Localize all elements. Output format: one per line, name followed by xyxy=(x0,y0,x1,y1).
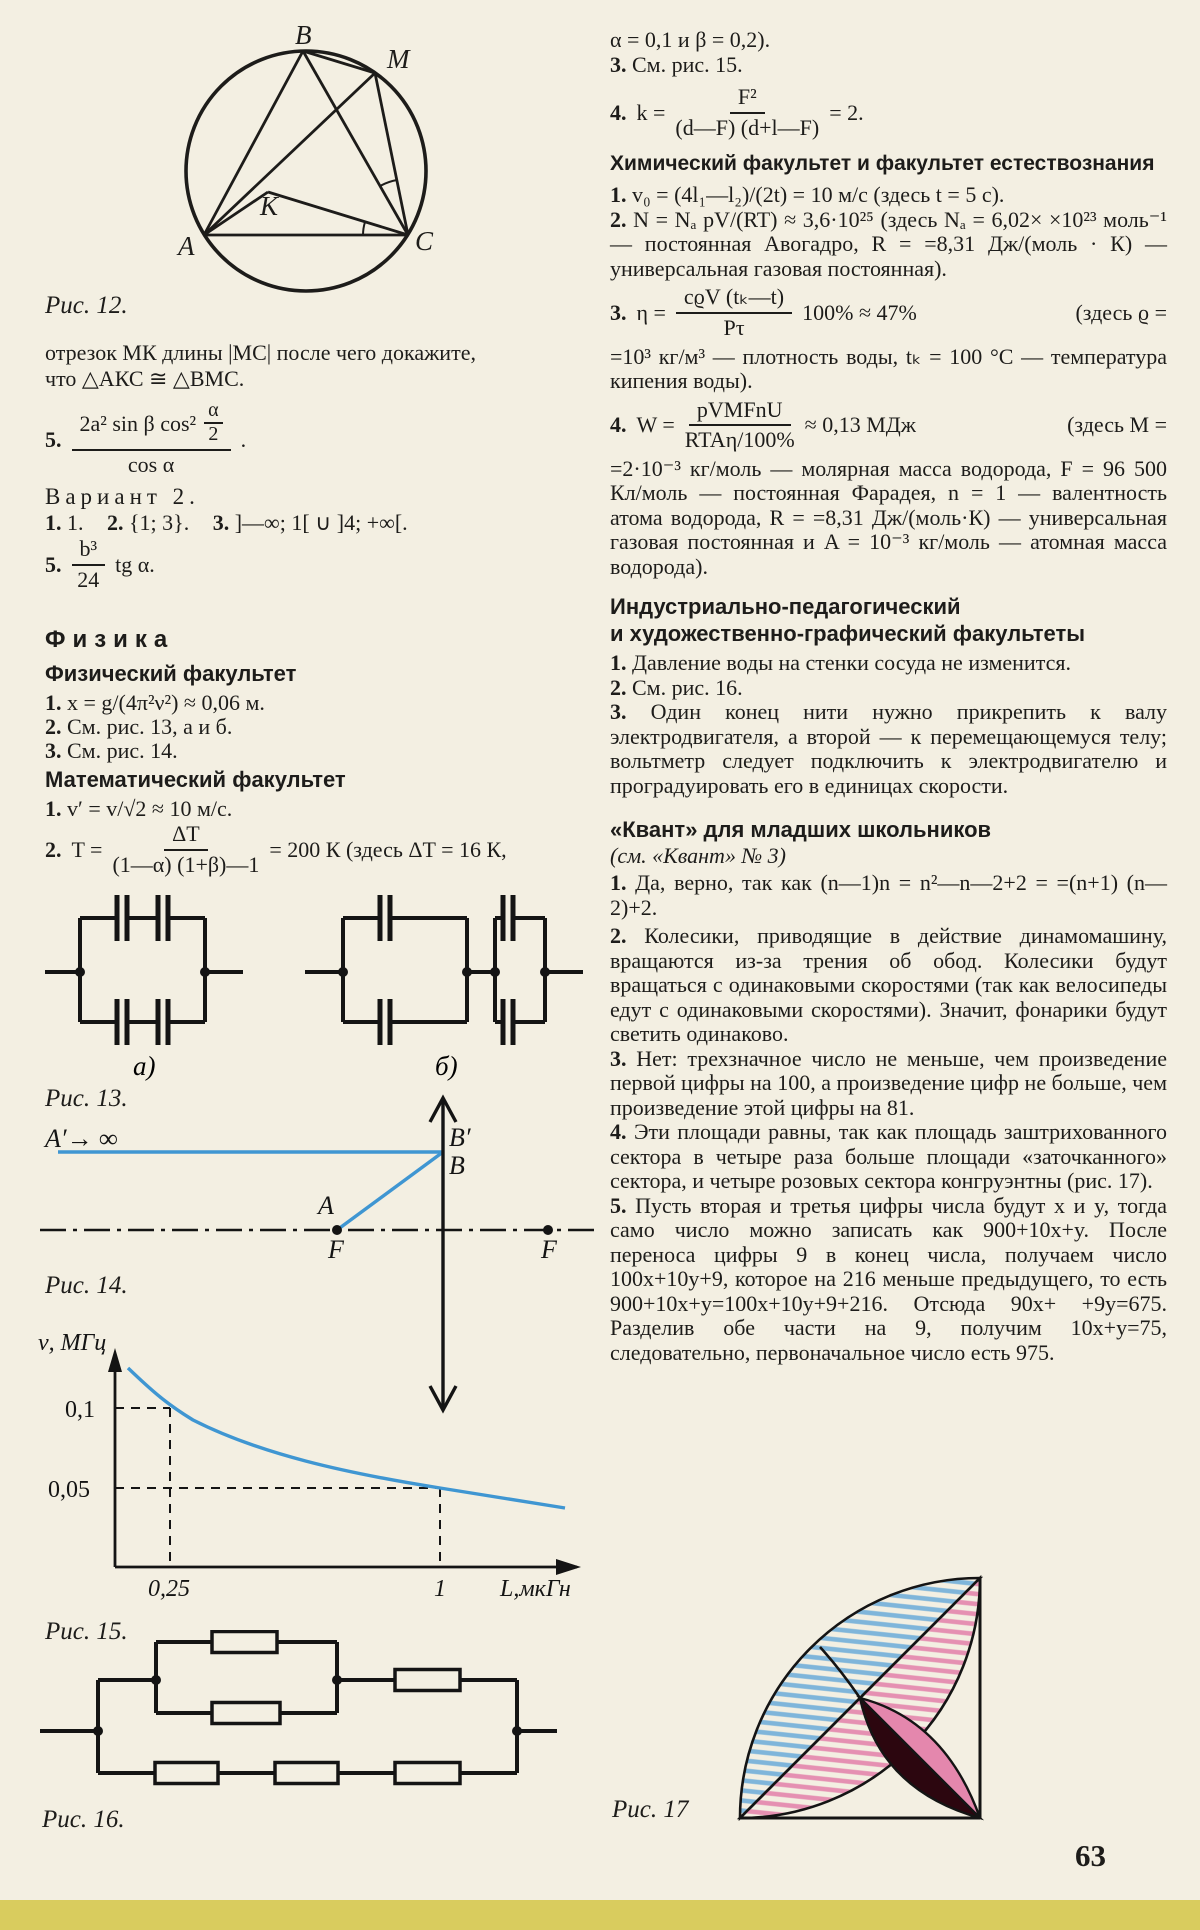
list-item xyxy=(610,871,1167,920)
math2-tail: = 200 К (здесь ΔT = 16 К, xyxy=(269,836,507,862)
item-text: Колесики, приводящие в действие динамомашину, вращаются из-за трения об обод. Колесики будут вращаться с одинаковыми скоростями (так как велосипеды едут с одинаковыми скоростями). Значит, фонарики будут светить одинаково. xyxy=(610,923,1167,1047)
item5b-tail: tg α. xyxy=(115,551,155,577)
w-tail: (здесь М = xyxy=(1067,412,1167,438)
item-text: Давление воды на стенки сосуда не изменится. xyxy=(632,650,1071,676)
left-item5-formula xyxy=(45,399,600,478)
list-item xyxy=(610,651,1167,676)
fig13-label-a: а) xyxy=(133,1051,156,1081)
fig14-label-b: B xyxy=(449,1151,465,1180)
eta-den: Pτ xyxy=(723,314,745,340)
fig15-xtick-1: 1 xyxy=(434,1576,446,1602)
fig15-x-axis-label: L,мкГн xyxy=(500,1576,571,1602)
math2-num: ΔT xyxy=(164,822,208,851)
item-number: 4. xyxy=(610,412,627,438)
fig15-y-axis-label: ν, МГц xyxy=(38,1330,107,1356)
fig12-label-b: B xyxy=(295,20,312,50)
item-number: 5. xyxy=(45,426,62,452)
fig14-label-a: A xyxy=(318,1191,334,1220)
k-lead: k = xyxy=(636,99,666,125)
item-text: ]—∞; 1[ ∪ ]4; +∞[. xyxy=(234,510,408,535)
item5-denominator: cos α xyxy=(127,452,175,477)
continuation-line: α = 0,1 и β = 0,2). xyxy=(610,27,771,52)
item-text: Да, верно, так как (n—1)n = n²—n—2+2 = =(n+1) (n—2)+2. xyxy=(610,870,1167,920)
k-tail: = 2. xyxy=(829,99,864,125)
item-text: {1; 3}. xyxy=(129,510,190,535)
fig14-label-f2: F xyxy=(541,1235,557,1264)
fig12-label-m: M xyxy=(387,44,410,74)
fig12-label-a: A xyxy=(178,231,195,261)
chem-item4-continued: =2·10⁻³ кг/моль — молярная масса водорода, F = 96 500 Кл/моль — постоянная Фарадея, n = 1 — валентность атома водорода, R = =8,31 Дж/(моль·К) — универсальная газовая постоянная и A = 10⁻³ кг/моль — атомная масса водорода). xyxy=(610,455,1167,579)
k-den: (d—F) (d+l—F) xyxy=(675,114,820,140)
item5-num-frac-bot: 2 xyxy=(208,423,219,445)
math2-den: (1—α) (1+β)—1 xyxy=(112,851,260,877)
item-text: 1. xyxy=(67,510,84,535)
item-number: 3. xyxy=(610,1045,627,1071)
fig17-sector-figure xyxy=(730,1565,1010,1835)
fig13-caption: Рис. 13. xyxy=(45,1085,128,1112)
item-number: 4. xyxy=(610,99,627,125)
item-number: 3. xyxy=(45,738,62,763)
list-item xyxy=(610,208,1167,282)
fig16-resistor-circuit xyxy=(35,1630,575,1830)
list-item xyxy=(610,700,1167,798)
fig12-label-k: K xyxy=(260,191,279,221)
physics-heading: Физика xyxy=(45,626,175,653)
item-text: Эти площади равны, так как площадь заштрихованного сектора в четыре раза больше площади «заточканного» сектора, и четыре розовых сектора конгруэнтны (рис. 17). xyxy=(610,1119,1168,1194)
k-num: F² xyxy=(730,85,765,114)
list-item xyxy=(610,1047,1167,1121)
item-number: 2. xyxy=(45,714,62,739)
variant2-items xyxy=(45,510,600,536)
item-number: 3. xyxy=(610,299,627,325)
item-number: 1. xyxy=(45,510,62,535)
fig15-ytick-01: 0,1 xyxy=(65,1397,95,1423)
fig15-xtick-025: 0,25 xyxy=(148,1576,190,1602)
chemistry-heading: Химический факультет и факультет естествознания xyxy=(610,152,1155,176)
list-item xyxy=(610,1194,1167,1366)
item5-numerator: 2a² sin β cos² xyxy=(79,411,197,437)
item-number: 3. xyxy=(610,51,627,77)
fig16-caption: Рис. 16. xyxy=(42,1806,125,1833)
item5b-num: b³ xyxy=(72,537,106,566)
item-text: Нет: трехзначное число не меньше, чем произведение первой цифры на 100, а произведение цифр не больше, чем произведение этой цифры на 81. xyxy=(610,1045,1167,1120)
fig12-caption: Рис. 12. xyxy=(45,292,128,319)
chem-item3-continued: =10³ кг/м³ — плотность воды, tₖ = 100 °С — температура кипения воды). xyxy=(610,343,1167,393)
item5-num-frac-top: α xyxy=(204,400,222,424)
item-text: См. рис. 15. xyxy=(632,51,743,77)
item-text: См. рис. 16. xyxy=(632,674,743,700)
continuation-line xyxy=(610,53,1167,78)
fig12-circle-figure xyxy=(165,20,465,310)
eta-num: cϱV (tₖ—t) xyxy=(676,285,792,314)
fig14-caption: Рис. 14. xyxy=(45,1272,128,1299)
left-paragraph-line1: отрезок МК длины |МС| после чего докажите, xyxy=(45,340,476,365)
list-item xyxy=(610,676,1167,701)
page-number: 63 xyxy=(1075,1838,1106,1873)
industrial-heading-line1: Индустриально-педагогический xyxy=(610,594,961,620)
item-number: 2. xyxy=(610,923,627,949)
item-text: Пусть вторая и третья цифры числа будут x и y, тогда само число можно записать как 900+10x+y. После переноса цифры 9 в конец числа, получаем число 100x+10y+9, которое на 216 меньше предыдущего, то есть 900+10x+y=100x+10y+9+216. Отсюда 90x+ +9y=675. Разделив обе части на 9, получим 10x+y=75, следовательно, первоначальное число есть 975. xyxy=(610,1192,1168,1365)
eta-formula xyxy=(610,285,1167,340)
list-item xyxy=(610,924,1167,1047)
item-text: См. рис. 14. xyxy=(67,738,178,763)
math2-formula xyxy=(45,822,602,877)
fig15-caption: Рис. 15. xyxy=(45,1618,128,1645)
list-item xyxy=(610,1120,1167,1194)
w-mid: ≈ 0,13 МДж xyxy=(804,412,916,438)
item-text: v′ = v/√2 ≈ 10 м/с. xyxy=(67,796,233,821)
item-text: N = Nₐ pV/(RT) ≈ 3,6·10²⁵ (здесь Nₐ = 6,02× ×10²³ моль⁻¹ — постоянная Авогадро, R = =8,31 Дж/(моль · К) — универсальная газовая постоянная). xyxy=(610,206,1167,281)
item-text: См. рис. 13, а и б. xyxy=(67,714,233,739)
eta-mid: 100% ≈ 47% xyxy=(802,299,917,325)
math-faculty-heading: Математический факультет xyxy=(45,767,346,792)
item-number: 1. xyxy=(610,870,627,896)
item-number: 1. xyxy=(610,182,627,208)
left-paragraph-line2: что △АКС ≅ △ВМС. xyxy=(45,366,245,391)
fig13-label-b: б) xyxy=(435,1051,458,1081)
item-number: 1. xyxy=(610,650,627,676)
fig14-label-f1: F xyxy=(328,1235,344,1264)
item-number: 2. xyxy=(610,206,627,232)
page-bottom-edge xyxy=(0,1900,1200,1930)
industrial-heading-line2: и художественно-графический факультеты xyxy=(610,621,1086,647)
fig15-graph xyxy=(35,1330,610,1630)
eta-lead: η = xyxy=(636,299,666,325)
item-number: 5. xyxy=(45,551,62,577)
item-number: 3. xyxy=(610,699,627,725)
item-number: 1. xyxy=(45,796,62,821)
variant2-heading: Вариант 2. xyxy=(45,484,200,509)
kvant-heading: «Квант» для младших школьников xyxy=(610,817,992,843)
item-text: v₀ = (4l₁—l₂)/(2t) = 10 м/с (здесь t = 5 с). xyxy=(632,182,1005,208)
fig15-ytick-005: 0,05 xyxy=(48,1477,90,1503)
fig14-label-a-infinity: A′→ ∞ xyxy=(45,1124,118,1153)
fig17-caption: Рис. 17 xyxy=(612,1796,689,1823)
w-lead: W = xyxy=(636,412,675,438)
w-num: pVMFnU xyxy=(689,398,791,427)
eta-tail: (здесь ϱ = xyxy=(1075,299,1167,325)
left-item5b-formula xyxy=(45,537,155,592)
fig14-label-b-prime: B′ xyxy=(449,1123,471,1152)
item5b-den: 24 xyxy=(77,566,100,592)
k-formula xyxy=(610,85,1167,140)
item-number: 1. xyxy=(45,690,62,715)
item-number: 5. xyxy=(610,1192,627,1218)
math2-lead: T = xyxy=(71,836,103,862)
kvant-subtitle: (см. «Квант» № 3) xyxy=(610,843,787,869)
item-number: 2. xyxy=(107,510,124,535)
list-item xyxy=(610,183,1167,208)
w-den: RTAη/100% xyxy=(684,427,795,453)
item-number: 4. xyxy=(610,1119,627,1145)
fig12-label-c: C xyxy=(415,226,434,256)
item-text: Один конец нити нужно прикрепить к валу электродвигателя, а второй — к перемещающемуся телу; вольтметр следует подключить к электродвигателю и проградуировать его в единицах скорости. xyxy=(610,699,1168,798)
fig13-capacitor-circuits xyxy=(35,885,610,1085)
item-text: x = g/(4π²ν²) ≈ 0,06 м. xyxy=(67,690,265,715)
w-formula xyxy=(610,398,1167,453)
item-number: 2. xyxy=(45,836,62,862)
phys-faculty-heading: Физический факультет xyxy=(45,661,297,686)
item5-tail: . xyxy=(240,426,247,452)
item-number: 2. xyxy=(610,674,627,700)
right-column xyxy=(610,28,1167,1365)
item-number: 3. xyxy=(212,510,230,535)
